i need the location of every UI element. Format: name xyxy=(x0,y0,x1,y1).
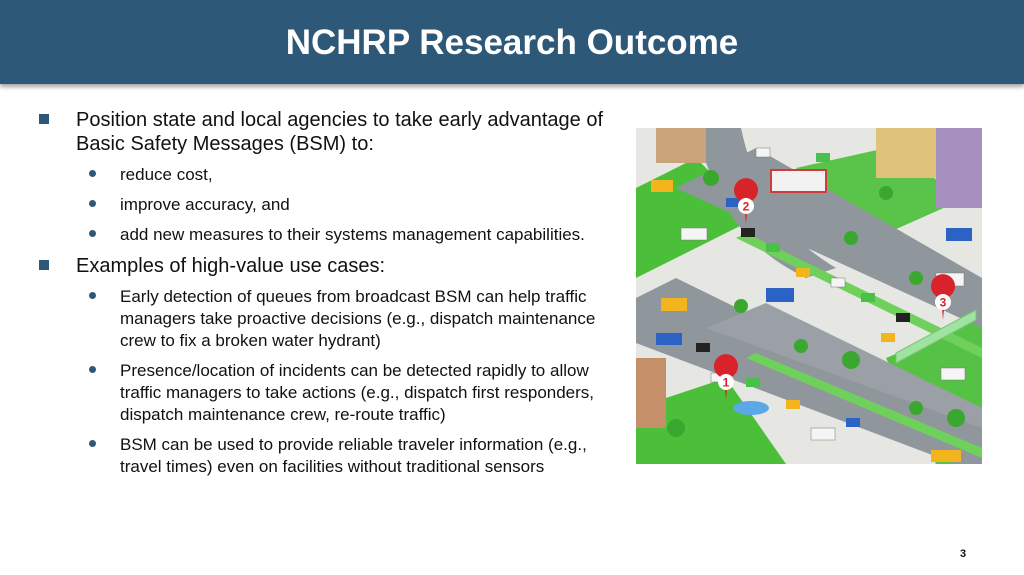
dot-bullet-icon xyxy=(89,440,96,447)
sub-bullet-text: improve accuracy, and xyxy=(120,195,290,214)
bullet-1 xyxy=(38,108,628,156)
dot-bullet-icon xyxy=(89,292,96,299)
dot-bullet-icon xyxy=(89,230,96,237)
sub-bullet-text: Early detection of queues from broadcast BSM can help traffic managers take proactive decisions (e.g., dispatch maintenance crew to fix a broken water hydrant) xyxy=(120,287,596,350)
marker-2-label: 2 xyxy=(742,199,750,214)
page-number: 3 xyxy=(960,548,967,560)
bullet-2 xyxy=(38,254,628,278)
sub-bullet xyxy=(120,434,620,478)
bullet-1-text: Position state and local agencies to take early advantage of Basic Safety Messages (BSM) to: xyxy=(76,109,604,155)
sub-bullet-text: Presence/location of incidents can be detected rapidly to allow traffic managers to take actions (e.g., dispatch first responders, dispatch maintenance crew, re-route traffic) xyxy=(120,361,595,424)
city-traffic-illustration xyxy=(636,128,982,464)
sub-bullet xyxy=(120,286,620,352)
marker-1-label: 1 xyxy=(722,375,730,390)
sub-bullet xyxy=(120,194,620,216)
marker-3-label: 3 xyxy=(939,295,947,310)
dot-bullet-icon xyxy=(89,170,96,177)
sub-bullet xyxy=(120,360,620,426)
square-bullet-icon xyxy=(39,114,49,124)
slide-content xyxy=(38,108,628,486)
title-bar xyxy=(0,0,1024,84)
sub-bullet xyxy=(120,224,620,246)
dot-bullet-icon xyxy=(89,200,96,207)
bullet-2-text: Examples of high-value use cases: xyxy=(76,255,386,277)
sub-bullet-text: reduce cost, xyxy=(120,165,213,184)
sub-bullet-text: add new measures to their systems management capabilities. xyxy=(120,225,585,244)
square-bullet-icon xyxy=(39,260,49,270)
dot-bullet-icon xyxy=(89,366,96,373)
sub-bullet-text: BSM can be used to provide reliable traveler information (e.g., travel times) even on facilities without traditional sensors xyxy=(120,435,587,476)
sub-bullet xyxy=(120,164,620,186)
slide-title: NCHRP Research Outcome xyxy=(285,23,739,62)
